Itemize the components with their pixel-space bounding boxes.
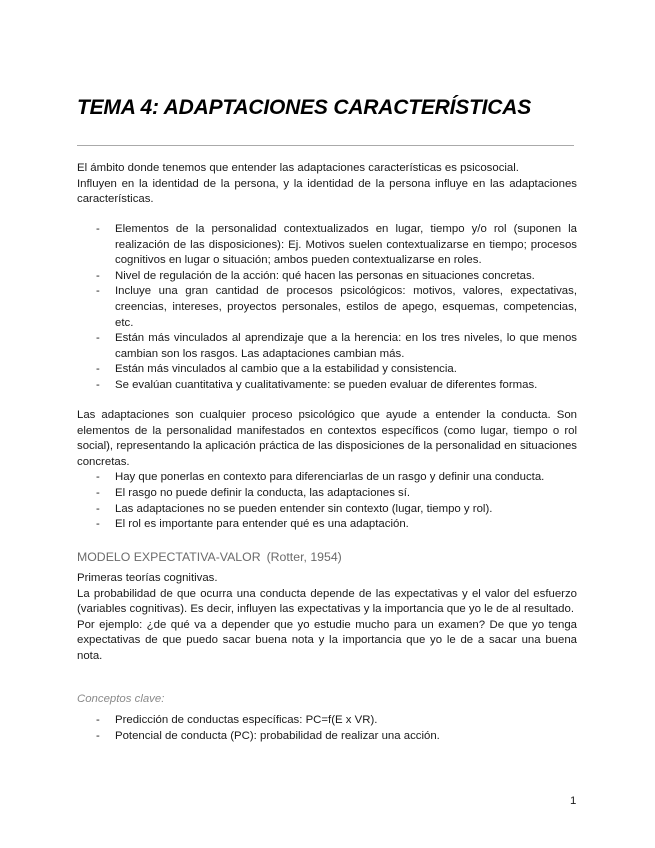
list-item: - Predicción de conductas específicas: PC=f(E x VR). xyxy=(77,713,577,729)
model-paragraph: La probabilidad de que ocurra una conducta depende de las expectativas y el valor del esfuerzo (variables cognitivas). Es decir, influyen las expectativas y la importancia que yo le de al resultado. xyxy=(77,587,577,616)
context-list xyxy=(77,470,577,532)
section-heading-text: MODELO EXPECTATIVA-VALOR xyxy=(77,550,261,564)
definition-paragraph: Las adaptaciones son cualquier proceso psicológico que ayude a entender la conducta. Son elementos de la personalidad manifestados en contextos específicos (como lugar, tiempo o rol social), representando la aplicación práctica de las disposiciones de la personalidad en situaciones concretas. xyxy=(77,409,577,468)
list-item: - Hay que ponerlas en contexto para diferenciarlas de un rasgo y definir una conducta. xyxy=(77,470,577,486)
concepts-label: Conceptos clave: xyxy=(77,693,165,705)
model-paragraph: Primeras teorías cognitivas. xyxy=(77,572,218,584)
document-title: TEMA 4: ADAPTACIONES CARACTERÍSTICAS xyxy=(77,96,532,119)
characteristics-list-block xyxy=(77,222,577,394)
list-item: - Están más vinculados al cambio que a la estabilidad y consistencia. xyxy=(77,362,577,378)
list-item: - Las adaptaciones no se pueden entender sin contexto (lugar, tiempo y rol). xyxy=(77,502,577,518)
title-divider xyxy=(77,145,574,146)
definition-block xyxy=(77,408,577,533)
section-citation: (Rotter, 1954) xyxy=(266,550,342,564)
intro-block xyxy=(77,161,577,208)
list-item: - Se evalúan cuantitativa y cualitativamente: se pueden evaluar de diferentes formas. xyxy=(77,378,577,394)
list-item: - El rol es importante para entender qué es una adaptación. xyxy=(77,517,577,533)
list-item: - Incluye una gran cantidad de procesos psicológicos: motivos, valores, expectativas, creencias, intereses, proyectos personales, estilos de apego, esquemas, competencias, etc. xyxy=(77,284,577,331)
concepts-list xyxy=(77,713,577,744)
model-paragraph: Por ejemplo: ¿de qué va a depender que yo estudie mucho para un examen? De que yo tenga expectativas de que puedo sacar buena nota y la importancia que yo le de a sacar una buena nota. xyxy=(77,618,577,662)
list-item: - El rasgo no puede definir la conducta, las adaptaciones sí. xyxy=(77,486,577,502)
section-heading xyxy=(77,550,342,564)
characteristics-list xyxy=(77,222,577,394)
concepts-list-block xyxy=(77,713,577,744)
list-item: - Nivel de regulación de la acción: qué hacen las personas en situaciones concretas. xyxy=(77,269,577,285)
intro-line: El ámbito donde tenemos que entender las adaptaciones características es psicosocial. xyxy=(77,162,519,174)
model-block xyxy=(77,571,577,665)
list-item: - Potencial de conducta (PC): probabilidad de realizar una acción. xyxy=(77,729,577,745)
intro-line: Influyen en la identidad de la persona, y la identidad de la persona influye en las adaptaciones características. xyxy=(77,177,577,206)
list-item: - Elementos de la personalidad contextualizados en lugar, tiempo y/o rol (suponen la realización de las disposiciones): Ej. Motivos suelen contextualizarse en tiempo; procesos cognitivos en lugar o situación; ambos pueden contextualizarse en roles. xyxy=(77,222,577,269)
page-number: 1 xyxy=(570,795,577,807)
list-item: - Están más vinculados al aprendizaje que a la herencia: en los tres niveles, lo que menos cambian son los rasgos. Las adaptaciones cambian más. xyxy=(77,331,577,362)
